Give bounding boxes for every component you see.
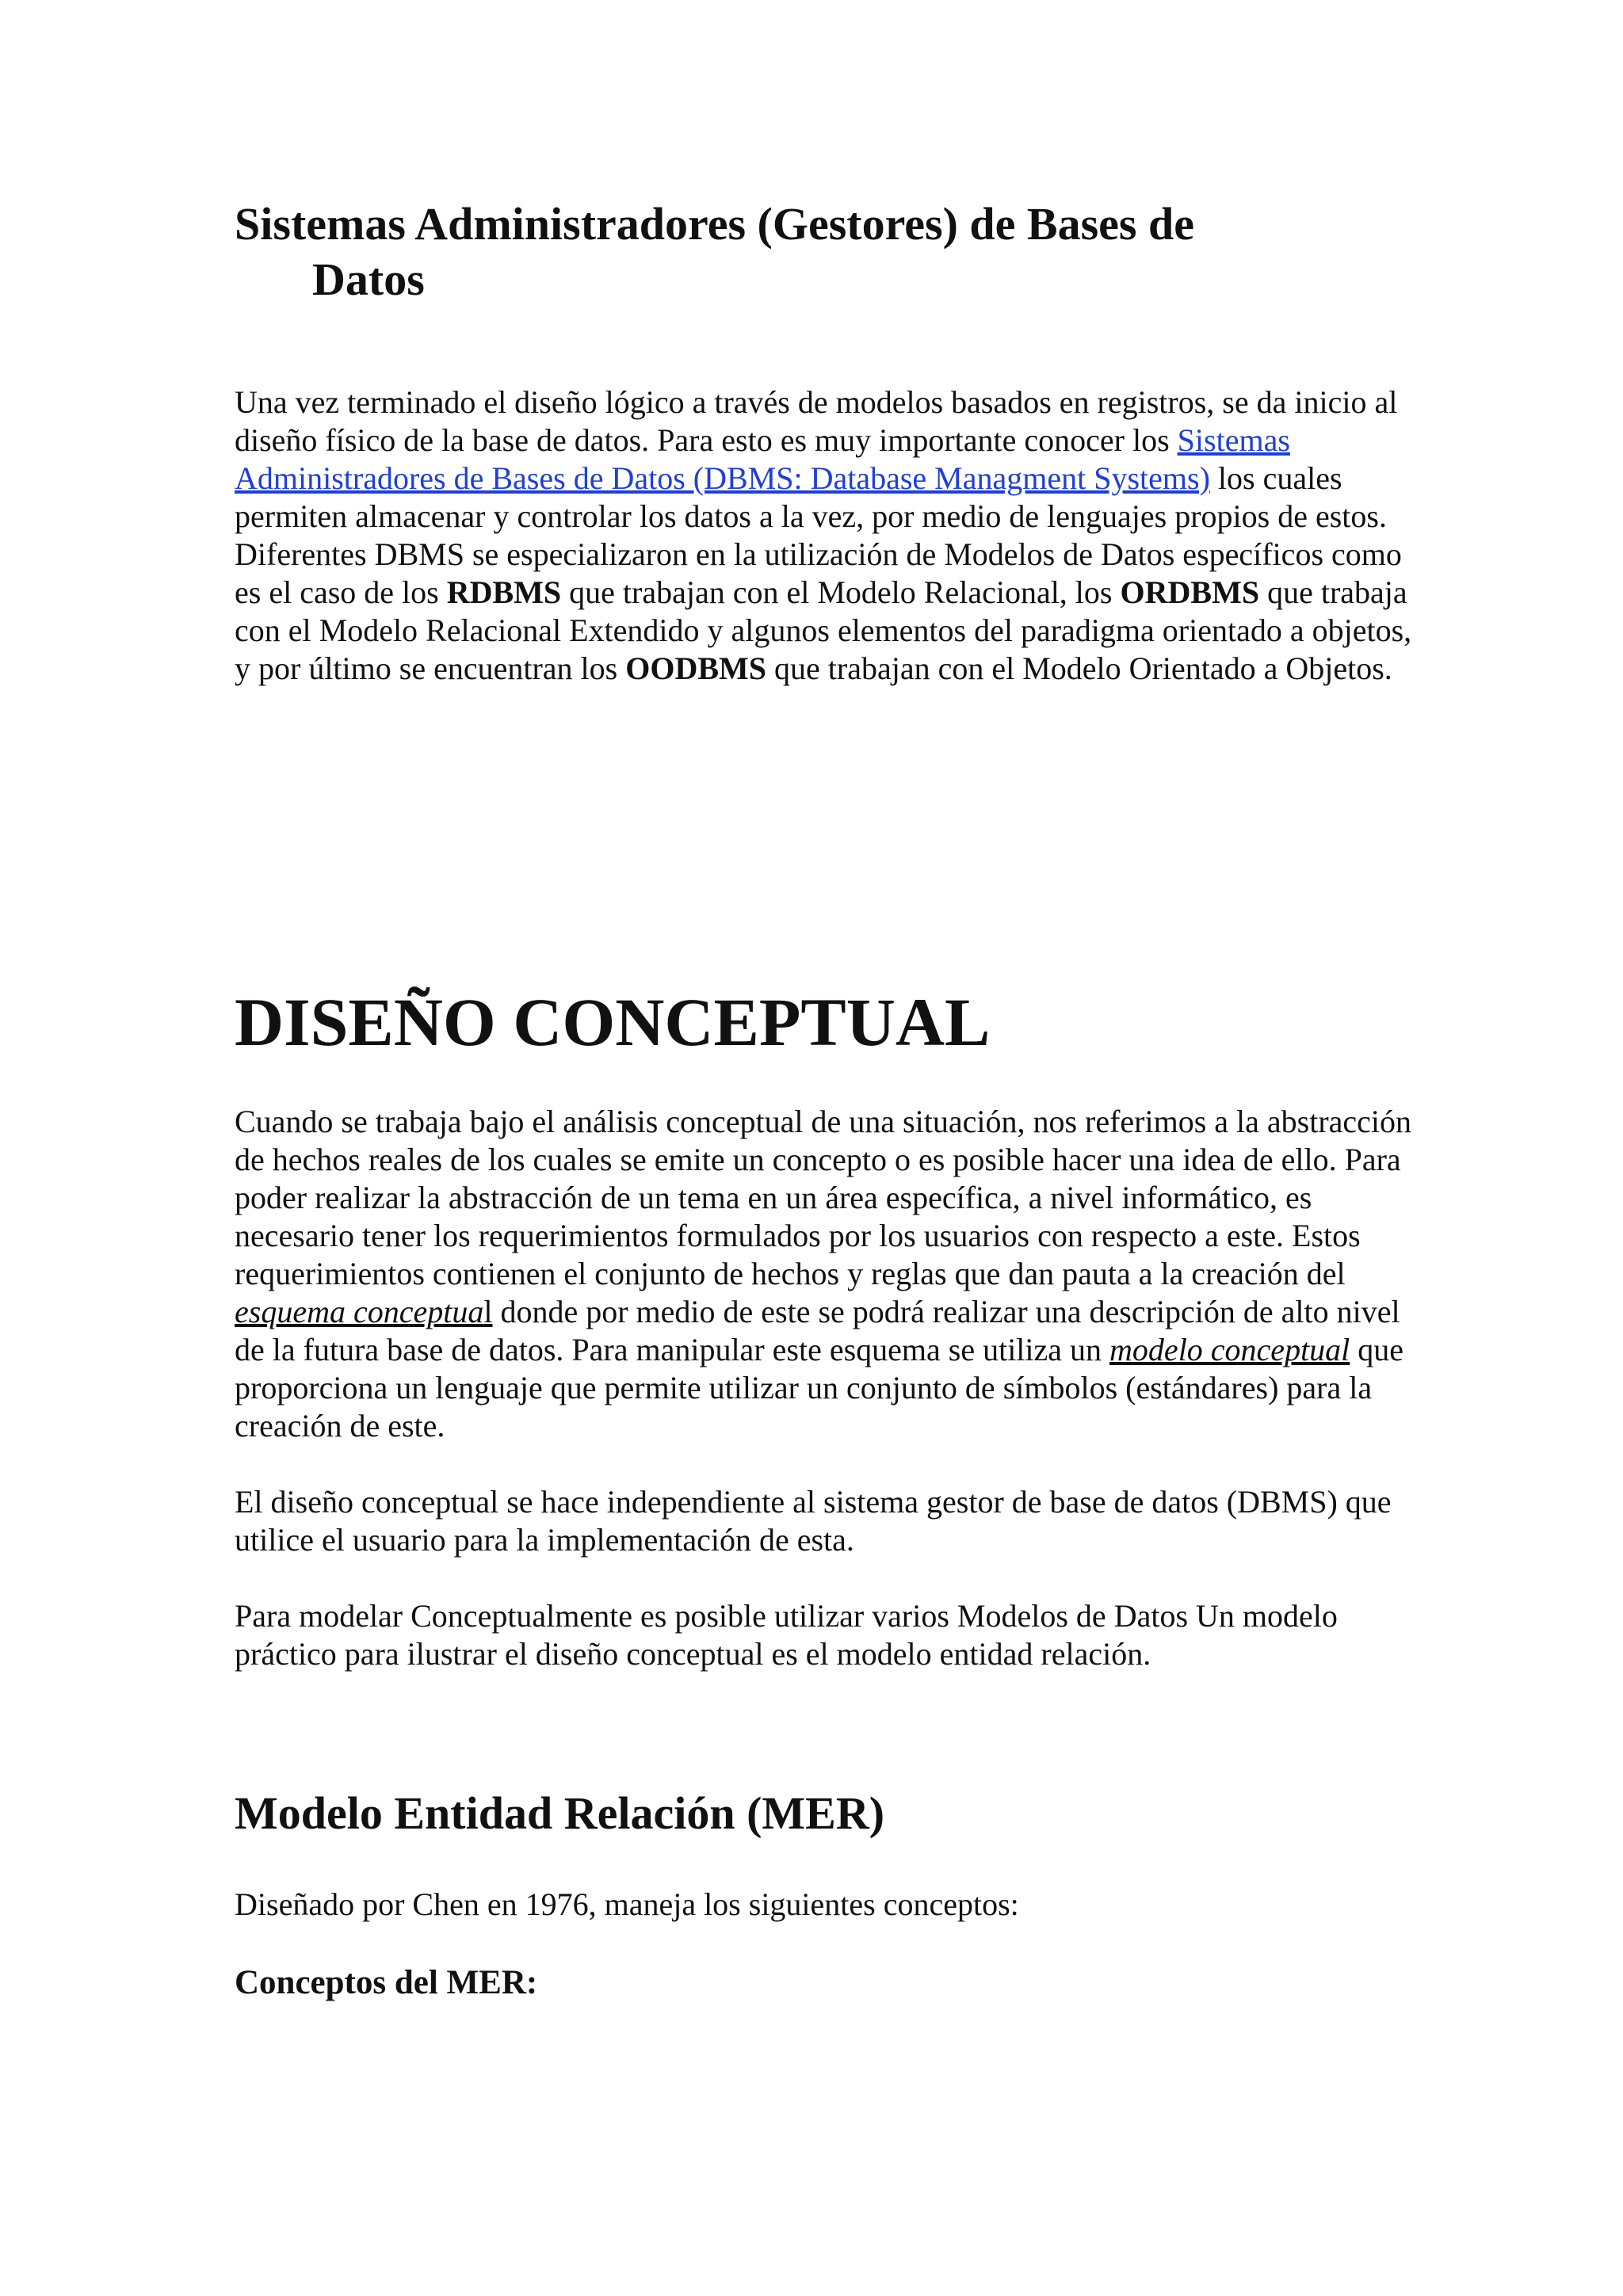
text-run: los cuales permiten almacenar y controlar los datos a la vez, por medio de lenguajes propios de estos. Diferentes DBMS se especializaron en la utilización de Modelos de Datos específicos como es el caso de los [235,460,1402,610]
text-run: donde por medio de este se podrá realizar una descripción de alto nivel de la futura base de datos. Para manipular este esquema se utiliza un [235,1294,1400,1367]
section-title-dbms [235,196,1423,307]
text-run: Una vez terminado el diseño lógico a través de modelos basados en registros, se da inicio al diseño físico de la base de datos. Para esto es muy importante conocer los [235,384,1398,458]
modeling-paragraph [235,1597,1423,1673]
heading-diseno-conceptual: DISEÑO CONCEPTUAL [235,984,991,1060]
heading-modelo-entidad-relacion: Modelo Entidad Relación (MER) [235,1787,885,1839]
dbms-link[interactable]: Sistemas Administradores de Bases de Datos (DBMS: Database Managment Systems) [235,422,1290,496]
text-run: que trabaja con el Modelo Relacional Extendido y algunos elementos del paradigma orientado a objetos, y por último se encuentran los [235,574,1412,686]
term-modelo-conceptual: modelo conceptual [1109,1332,1350,1367]
modeling-text: Para modelar Conceptualmente es posible utilizar varios Modelos de Datos Un modelo práctico para ilustrar el diseño conceptual es el modelo entidad relación. [235,1598,1338,1672]
bold-term-rdbms: RDBMS [446,574,562,610]
section-title-line-2: Datos [312,254,425,305]
term-esquema-conceptual: esquema conceptua [235,1294,484,1329]
independence-paragraph [235,1483,1423,1559]
bold-term-oodbms: OODBMS [625,650,767,686]
text-run: que proporciona un lenguaje que permite utilizar un conjunto de símbolos (estándares) para la creación de este. [235,1332,1404,1444]
bold-term-ordbms: ORDBMS [1120,574,1260,610]
text-run: que trabajan con el Modelo Relacional, los [561,574,1121,610]
heading-conceptos-mer: Conceptos del MER: [235,1964,538,2001]
term-esquema-conceptual-suffix: l [483,1294,493,1329]
independence-text: El diseño conceptual se hace independiente al sistema gestor de base de datos (DBMS) que utilice el usuario para la implementación de esta. [235,1484,1392,1558]
chen-paragraph [235,1886,1423,1924]
text-run: Cuando se trabaja bajo el análisis conceptual de una situación, nos referimos a la abstracción de hechos reales de los cuales se emite un concepto o es posible hacer una idea de ello. Para poder realizar la abstracción de un tema en un área específica, a nivel informático, es necesario tener los requerimientos formulados por los usuarios con respecto a este. Estos requerimientos contienen el conjunto de hechos y reglas que dan pauta a la creación del [235,1104,1412,1291]
dbms-paragraph [235,383,1423,688]
text-run: que trabajan con el Modelo Orientado a Objetos. [766,650,1392,686]
chen-text: Diseñado por Chen en 1976, maneja los siguientes conceptos: [235,1886,1019,1922]
section-title-line-1: Sistemas Administradores (Gestores) de Bases de [235,198,1194,250]
conceptual-paragraph [235,1103,1423,1445]
